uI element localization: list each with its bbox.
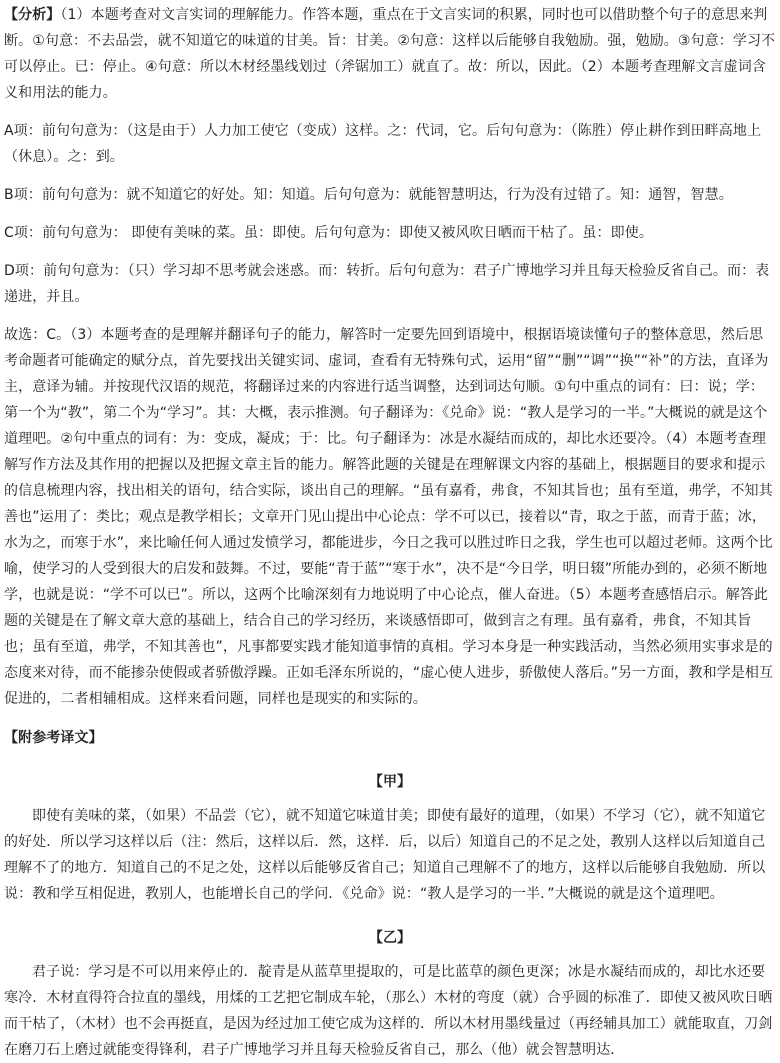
section-yi-text: 君子说：学习是不可以用来停止的．靛青是从蓝草里提取的，可是比蓝草的颜色更深；冰是水凝结而成的，却比水还要寒冷．木材直得符合拉直的墨线，用煣的工艺把它制成车轮，（那么）木材的弯度（就）合乎圆的标准了．即使又被风吹日晒而干枯了，（木材）也不会再挺直，是因为经过加工使它成为这样的．所以木材用墨线量过（再经辅具加工）就能取直，刀剑在磨刀石上磨过就能变得锋利，君子广博地学习并且每天检验反省自己，那么（他）就会智慧明达． (4, 964, 773, 1058)
option-a-paragraph: A项：前句句意为：（这是由于）人力加工使它（变成）这样。之：代词，它。后句句意为：（陈胜）停止耕作到田畔高地上（休息）。之：到。 (4, 123, 762, 165)
section-jia-heading: 【甲】 (368, 774, 412, 790)
analysis-paragraph (4, 2, 776, 106)
answer-explanation-paragraph: 故选：C。（3）本题考查的是理解并翻译句子的能力，解答时一定要先回到语境中，根据语境读懂句子的整体意思，然后思考命题者可能确定的赋分点，首先要找出关键实词、虚词，查看有无特殊句式，运用“留”“删”“调”“换”“补”的方法，直译为主，意译为辅。并按现代汉语的规范，将翻译过来的内容进行适当调整，达到词达句顺。①句中重点的词有：曰：说；学：第一个为“教”，第二个为“学习”。其：大概，表示推测。句子翻译为：《兑命》说：“教人是学习的一半。”大概说的就是这个道理吧。②句中重点的词有：为：变成，凝成；于：比。句子翻译为：冰是水凝结而成的，却比水还要冷。（4）本题考查理解写作方法及其作用的把握以及把握文章主旨的能力。解答此题的关键是在理解课文内容的基础上，根据题目的要求和提示的信息梳理内容，找出相关的语句，结合实际，谈出自己的理解。“虽有嘉肴，弗食，不知其旨也；虽有至道，弗学，不知其善也”运用了：类比；观点是教学相长；文章开门见山提出中心论点：学不可以已，接着以“青，取之于蓝，而青于蓝；冰，水为之，而寒于水”，来比喻任何人通过发愤学习，都能进步，今日之我可以胜过昨日之我，学生也可以超过老师。这两个比喻，使学习的人受到很大的启发和鼓舞。不过，要能“青于蓝”“寒于水”，决不是“今日学，明日辍”所能办到的，必须不断地学，也就是说：“学不可以已”。所以，这两个比喻深刻有力地说明了中心论点，催人奋进。（5）本题考查感悟启示。解答此题的关键是在了解文章大意的基础上，结合自己的学习经历，来谈感悟即可，做到言之有理。虽有嘉肴，弗食，不知其旨也；虽有至道，弗学，不知其善也”，凡事都要实践才能知道事情的真相。学习本身是一种实践活动，当然必须用实事求是的态度来对待，而不能掺杂使假或者骄傲浮躁。正如毛泽东所说的，“虚心使人进步，骄傲使人落后。”另一方面，教和学是相互促进的，二者相辅相成。这样来看问题，同样也是现实的和实际的。 (4, 327, 774, 707)
analysis-label: 【分析】 (4, 7, 61, 23)
option-b-paragraph: B项：前句句意为：就不知道它的好处。知：知道。后句句意为：就能智慧明达，行为没有过错了。知：通智，智慧。 (4, 187, 733, 203)
option-c-paragraph: C项：前句句意为： 即使有美味的菜。虽：即使。后句句意为：即使又被风吹日晒而干枯了。虽：即使。 (4, 225, 653, 241)
option-d-paragraph: D项：前句句意为：（只）学习却不思考就会迷惑。而：转折。后句句意为：君子广博地学习并且每天检验反省自己。而：表递进，并且。 (4, 263, 770, 305)
solution-page (0, 2, 780, 1058)
section-jia-text: 即使有美味的菜，（如果）不品尝（它），就不知道它味道甘美；即使有最好的道理，（如果）不学习（它），就不知道它的好处．所以学习这样以后（注：然后，这样以后．然，这样．后，以后）知道自己的不足之处，教别人这样以后知道自己理解不了的地方．知道自己的不足之处，这样以后能够反省自己；知道自己理解不了的地方，这样以后能够自我勉励．所以说：教和学互相促进，教别人，也能增长自己的学问．《兑命》说：“教人是学习的一半．”大概说的就是这个道理吧。 (4, 808, 766, 902)
analysis-text: （1）本题考查对文言实词的理解能力。作答本题，重点在于文言实词的积累，同时也可以借助整个句子的意思来判断。①句意：不去品尝，就不知道它的味道的甘美。旨：甘美。②句意：这样以后能够自我勉励。强，勉励。③句意：学习不可以停止。已：停止。④句意：所以木材经墨线划过（斧锯加工）就直了。故：所以，因此。（2）本题考查理解文言虚词含义和用法的能力。 (4, 7, 776, 101)
section-yi-heading: 【乙】 (368, 930, 412, 946)
appendix-label: 【附参考译文】 (4, 730, 103, 746)
